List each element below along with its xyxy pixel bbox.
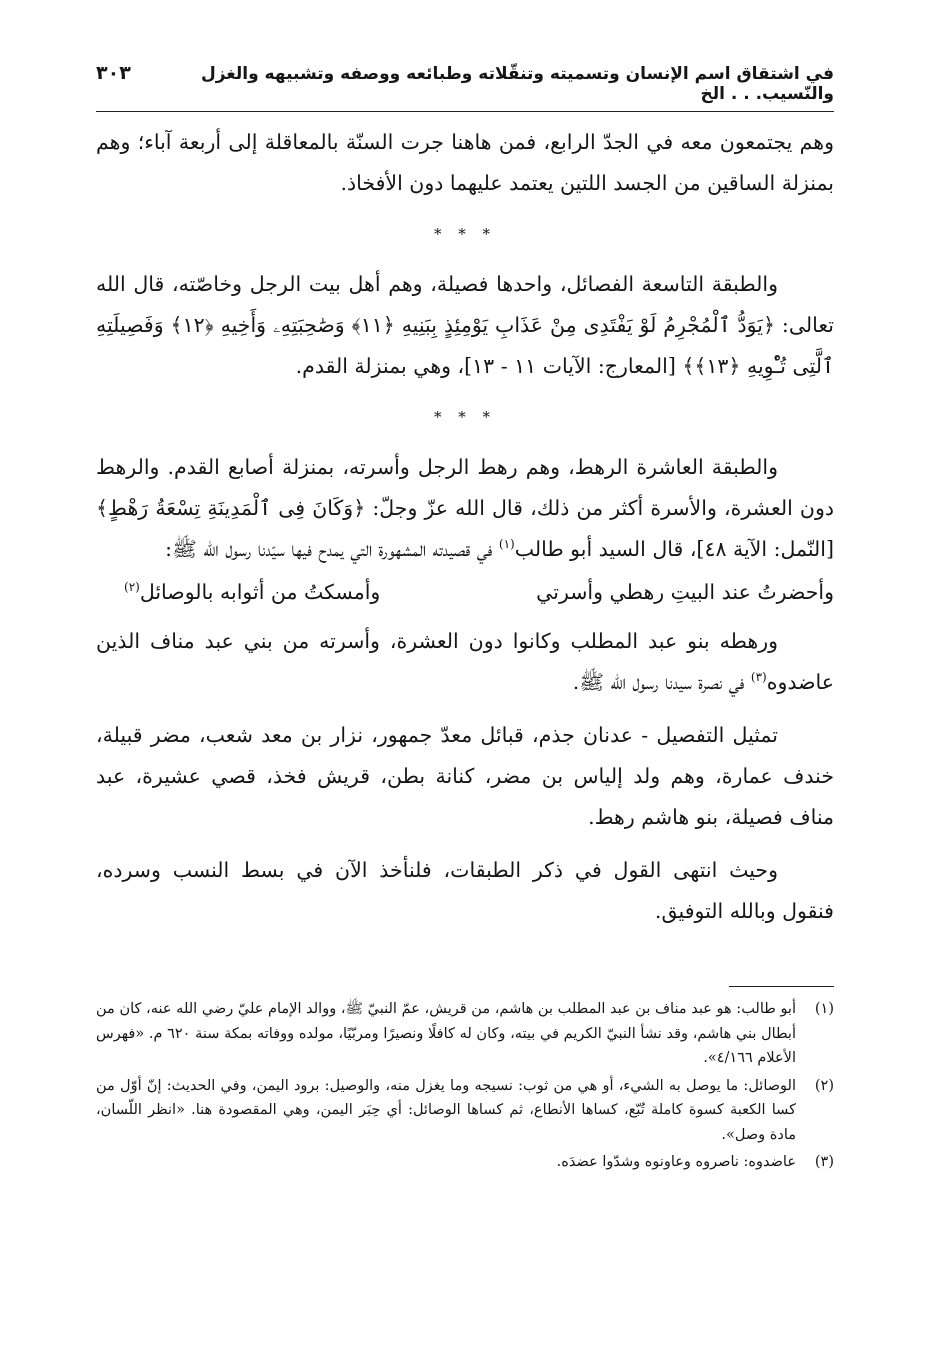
paragraph-1: وهم يجتمعون معه في الجدّ الرابع، فمن هاهنا جرت السنّة بالمعاقلة إلى أربعة آباء؛ وهم بمنزلة الساقين من الجسد اللتين يعتمد عليهما دون الأفخاذ. <box>96 130 834 195</box>
verse-first-hemistich: وأحضرتُ عند البيتِ رهطي وأسرتي <box>536 580 834 604</box>
section-separator: * * * <box>433 225 497 243</box>
page-number: ٣٠٣ <box>96 62 131 84</box>
paragraph-3-text: والطبقة العاشرة الرهط، وهم رهط الرجل وأسرته، بمنزلة أصابع القدم. والرهط دون العشرة، والأسرة أكثر من ذلك، قال الله عزّ وجلّ: ﴿وَكَانَ فِى ٱلْمَدِينَةِ تِسْعَةُ رَهْطٍ﴾ [النّمل: الآية ٤٨]، قال السيد أبو طالب <box>96 455 834 561</box>
footnote-2 <box>96 1074 834 1148</box>
footnote-3 <box>96 1150 834 1175</box>
main-text <box>96 122 834 932</box>
running-header <box>96 62 834 112</box>
footnote-divider <box>729 986 834 987</box>
footnote-text: عاضدوه: ناصروه وعاونوه وشدّوا عضدَه. <box>556 1154 796 1170</box>
footnotes <box>96 997 834 1175</box>
paragraph-3-end: في قصيدته المشهورة التي يمدح فيها سيّدنا رسول الله ﷺ: <box>165 537 499 561</box>
section-separator-2: * * * <box>433 408 497 426</box>
paragraph-2: والطبقة التاسعة الفصائل، واحدها فصيلة، وهم أهل بيت الرجل وخاصّته، قال الله تعالى: ﴿يَوَدُّ ٱلْمُجْرِمُ لَوْ يَفْتَدِى مِنْ عَذَابِ يَوْمِئِذٍ بِبَنِيهِ ﴿١١﴾ وَصَٰحِبَتِهِۦ وَأَخِيهِ ﴿١٢﴾ وَفَصِيلَتِهِ ٱلَّتِى تُـْٔوِيهِ ﴿١٣﴾﴾ [المعارج: الآيات ١١ - ١٣]، وهي بمنزلة القدم. <box>96 272 834 378</box>
verse-second-hemistich <box>124 572 380 613</box>
paragraph-4 <box>96 621 834 703</box>
footnote-ref-3[interactable]: (٣) <box>750 670 767 685</box>
paragraph-4-text: ورهطه بنو عبد المطلب وكانوا دون العشرة، وأسرته من بني عبد مناف الذين عاضدوه <box>96 629 834 694</box>
footnote-number: (٢) <box>814 1077 834 1094</box>
running-title: في اشتقاق اسم الإنسان وتسميته وتنقّلاته وطبائعه ووصفه وتشبيهه والغزل والنّسيب. . . الخ <box>200 64 834 104</box>
paragraph-3 <box>96 447 834 570</box>
verse-second-text: وأمسكتُ من أثوابه بالوصائل <box>139 580 381 604</box>
footnote-ref-1[interactable]: (١) <box>498 537 515 552</box>
footnote-1 <box>96 997 834 1071</box>
footnote-number: (١) <box>814 1001 834 1017</box>
paragraph-4-end: في نصرة سيدنا رسول الله ﷺ. <box>572 670 751 694</box>
footnote-number: (٣) <box>814 1154 834 1170</box>
paragraph-6: وحيث انتهى القول في ذكر الطبقات، فلنأخذ الآن في بسط النسب وسرده، فنقول وبالله التوفيق. <box>96 858 834 923</box>
footnote-text: أبو طالب: هو عبد مناف بن عبد المطلب بن هاشم، من قريش، عمّ النبيّ ﷺ، ووالد الإمام عليّ رضي الله عنه، كان من أبطال بني هاشم، وقد نشأ النبيّ الكريم في بيته، وكان له كافلًا ونصيرًا ومربّيًا، مولده ووفاته بمكة سنة ٦٢٠ م. «فهرس الأعلام ٤/١٦٦». <box>96 1001 796 1066</box>
paragraph-5: تمثيل التفصيل - عدنان جذم، قبائل معدّ جمهور، نزار بن معد شعب، مضر قبيلة، خندف عمارة، وهم ولد إلياس بن مضر، كنانة بطن، قريش فخذ، قصي عشيرة، عبد مناف فصيلة، بنو هاشم رهط. <box>96 723 834 829</box>
footnote-ref-2[interactable]: (٢) <box>124 580 140 595</box>
poem-verse <box>96 572 834 613</box>
footnote-text: الوصائل: ما يوصل به الشيء، أو هي من ثوب: نسيجه وما يغزل منه، والوصيل: برود اليمن، وفي الحديث: إنّ أوّل من كسا الكعبة كسوة كاملة تُبّع، كساها الأنطاع، ثم كساها الوصائل: أي حِبَر اليمن، وهي المقصودة هنا. «انظر اللّسان، مادة وصل». <box>96 1077 796 1143</box>
